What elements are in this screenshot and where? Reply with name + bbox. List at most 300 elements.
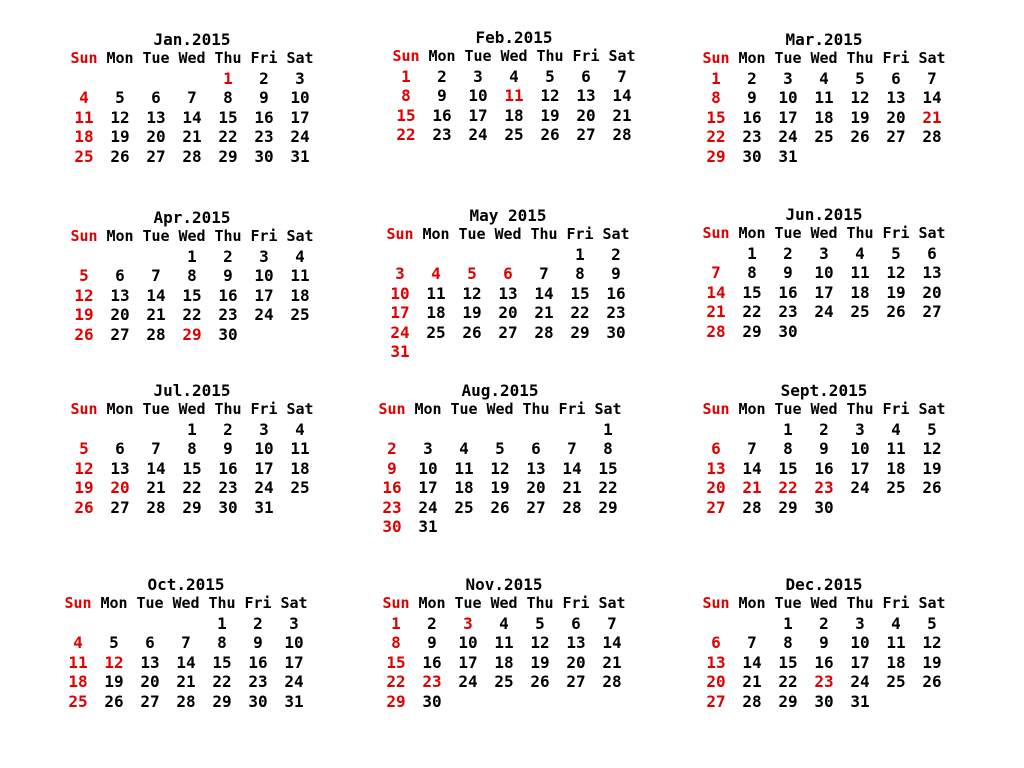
day-cell: 1: [783, 419, 793, 439]
month-title: Nov.2015: [465, 575, 543, 594]
month-title: Apr.2015: [153, 208, 231, 227]
weekday-label-thu: Thu: [522, 400, 550, 418]
weekday-header-row: [66, 400, 318, 420]
day-cell: 23: [778, 302, 798, 321]
weekday-label-mon: Mon: [418, 594, 446, 612]
day-cell: 5: [495, 439, 505, 458]
week-row: [66, 305, 318, 325]
day-cell: 12: [74, 285, 94, 305]
day-cell: 10: [850, 633, 870, 652]
week-row: [66, 247, 318, 267]
weekday-label-tue: Tue: [774, 224, 802, 242]
weekday-label-fri: Fri: [250, 227, 278, 245]
day-cell: 3: [295, 68, 305, 88]
day-cell: 1: [217, 613, 227, 633]
day-cell: 6: [151, 88, 161, 107]
day-cell: 19: [886, 282, 906, 302]
day-cell: 27: [526, 497, 546, 517]
month-title: May 2015: [469, 206, 547, 225]
day-cell: 2: [253, 613, 263, 633]
day-cell: 26: [104, 691, 124, 711]
day-cell: 24: [290, 127, 310, 146]
weekday-label-wed: Wed: [810, 594, 838, 612]
weekday-label-sun: Sun: [702, 594, 730, 612]
day-cell: 19: [922, 652, 942, 672]
day-cell: 11: [886, 633, 906, 652]
day-cell: 13: [566, 633, 586, 652]
month-calendar-april: [66, 208, 318, 344]
day-cell: 1: [747, 243, 757, 263]
day-cell: 5: [927, 613, 937, 633]
weekday-label-mon: Mon: [100, 594, 128, 612]
empty-day-cell: [878, 498, 914, 518]
day-cell: 9: [253, 633, 263, 652]
day-cell: 26: [850, 127, 870, 146]
day-cell: 26: [540, 125, 560, 144]
weekday-label-sat: Sat: [918, 400, 946, 418]
weekday-label-tue: Tue: [774, 400, 802, 418]
day-cell: 12: [922, 633, 942, 652]
day-cell: 5: [545, 66, 555, 86]
day-cell: 7: [151, 439, 161, 458]
day-cell: 5: [109, 633, 119, 652]
weekday-label-sun: Sun: [386, 225, 414, 243]
day-cell: 10: [254, 266, 274, 285]
day-cell: 9: [427, 633, 437, 652]
week-row: [66, 286, 318, 306]
day-cell: 28: [146, 324, 166, 344]
day-cell: 12: [540, 86, 560, 105]
day-cell: 3: [855, 613, 865, 633]
day-cell: 21: [706, 302, 726, 321]
day-cell: 12: [850, 88, 870, 107]
day-cell: 7: [747, 633, 757, 652]
day-cell: 9: [223, 439, 233, 458]
day-cell: 16: [248, 652, 268, 672]
week-row: [60, 692, 312, 712]
day-cell: 25: [454, 497, 474, 517]
weekday-label-tue: Tue: [454, 594, 482, 612]
empty-day-cell: [60, 614, 96, 634]
day-cell: 24: [284, 672, 304, 691]
day-cell: 24: [390, 322, 410, 342]
week-row: [382, 284, 634, 304]
day-cell: 12: [104, 652, 124, 672]
day-cell: 1: [575, 244, 585, 264]
day-cell: 13: [922, 263, 942, 282]
day-cell: 10: [814, 263, 834, 282]
day-cell: 31: [418, 517, 438, 536]
empty-day-cell: [454, 342, 490, 362]
day-cell: 13: [110, 285, 130, 305]
weekday-label-tue: Tue: [464, 47, 492, 65]
empty-day-cell: [490, 342, 526, 362]
day-cell: 19: [74, 305, 94, 324]
day-cell: 21: [922, 107, 942, 127]
day-cell: 13: [576, 86, 596, 105]
empty-day-cell: [878, 147, 914, 167]
day-cell: 29: [386, 691, 406, 711]
day-cell: 23: [432, 125, 452, 144]
weekday-header-row: [698, 224, 950, 244]
weekday-label-sun: Sun: [378, 400, 406, 418]
day-cell: 18: [74, 127, 94, 146]
day-cell: 20: [922, 282, 942, 302]
day-cell: 21: [742, 672, 762, 691]
day-cell: 24: [814, 302, 834, 321]
empty-day-cell: [282, 498, 318, 518]
day-cell: 3: [855, 419, 865, 439]
day-cell: 11: [454, 458, 474, 478]
day-cell: 7: [539, 264, 549, 283]
day-cell: 11: [504, 86, 524, 105]
day-cell: 6: [581, 66, 591, 86]
day-cell: 25: [68, 691, 88, 711]
day-cell: 16: [432, 105, 452, 125]
week-row: [60, 653, 312, 673]
week-row: [374, 459, 626, 479]
day-cell: 5: [79, 439, 89, 458]
day-cell: 10: [254, 439, 274, 458]
empty-day-cell: [482, 517, 518, 537]
week-row: [388, 67, 640, 87]
day-cell: 18: [290, 458, 310, 478]
weekday-label-fri: Fri: [882, 594, 910, 612]
empty-day-cell: [842, 322, 878, 342]
week-row: [66, 478, 318, 498]
week-row: [60, 633, 312, 653]
weekday-label-thu: Thu: [846, 49, 874, 67]
empty-day-cell: [96, 614, 132, 634]
weekday-label-sat: Sat: [608, 47, 636, 65]
weekday-label-sun: Sun: [70, 400, 98, 418]
day-cell: 4: [499, 613, 509, 633]
weekday-label-sat: Sat: [594, 400, 622, 418]
day-cell: 4: [79, 88, 89, 107]
day-cell: 24: [778, 127, 798, 146]
week-row: [374, 420, 626, 440]
day-cell: 27: [566, 672, 586, 691]
week-row: [698, 498, 950, 518]
day-cell: 27: [706, 691, 726, 711]
day-cell: 22: [182, 305, 202, 324]
day-cell: 19: [104, 672, 124, 691]
day-cell: 22: [778, 478, 798, 497]
day-cell: 3: [395, 264, 405, 283]
week-row: [66, 147, 318, 167]
week-row: [378, 692, 630, 712]
day-cell: 25: [290, 305, 310, 324]
month-calendar-june: [698, 205, 950, 341]
day-cell: 3: [783, 68, 793, 88]
day-cell: 12: [74, 458, 94, 478]
day-cell: 28: [182, 146, 202, 166]
day-cell: 27: [140, 691, 160, 711]
day-cell: 4: [819, 68, 829, 88]
day-cell: 30: [248, 691, 268, 711]
day-cell: 15: [778, 458, 798, 478]
day-cell: 25: [504, 125, 524, 144]
weekday-label-wed: Wed: [178, 49, 206, 67]
day-cell: 5: [855, 68, 865, 88]
day-cell: 9: [437, 86, 447, 105]
day-cell: 28: [922, 127, 942, 146]
day-cell: 15: [386, 652, 406, 672]
day-cell: 10: [458, 633, 478, 652]
day-cell: 17: [254, 285, 274, 305]
week-row: [66, 266, 318, 286]
day-cell: 28: [176, 691, 196, 711]
weekday-label-fri: Fri: [882, 49, 910, 67]
weekday-label-mon: Mon: [106, 400, 134, 418]
day-cell: 6: [711, 633, 721, 652]
weekday-label-fri: Fri: [244, 594, 272, 612]
day-cell: 26: [922, 672, 942, 691]
day-cell: 28: [742, 691, 762, 711]
day-cell: 24: [850, 672, 870, 691]
day-cell: 21: [534, 303, 554, 322]
day-cell: 16: [814, 458, 834, 478]
day-cell: 30: [742, 146, 762, 166]
weekday-label-thu: Thu: [846, 224, 874, 242]
day-cell: 27: [498, 322, 518, 342]
empty-day-cell: [454, 245, 490, 265]
day-cell: 25: [494, 672, 514, 691]
day-cell: 1: [783, 613, 793, 633]
day-cell: 22: [570, 303, 590, 322]
day-cell: 15: [598, 458, 618, 478]
day-cell: 30: [218, 497, 238, 517]
day-cell: 25: [426, 322, 446, 342]
day-cell: 9: [223, 266, 233, 285]
weekday-label-sat: Sat: [918, 594, 946, 612]
day-cell: 14: [922, 88, 942, 107]
day-cell: 29: [778, 691, 798, 711]
weekday-label-mon: Mon: [738, 400, 766, 418]
empty-day-cell: [806, 147, 842, 167]
day-cell: 20: [706, 672, 726, 691]
day-cell: 11: [290, 266, 310, 285]
week-row: [698, 127, 950, 147]
day-cell: 10: [390, 283, 410, 303]
week-row: [66, 88, 318, 108]
weekday-label-wed: Wed: [178, 400, 206, 418]
month-calendar-march: [698, 30, 950, 166]
day-cell: 6: [503, 264, 513, 283]
week-row: [698, 322, 950, 342]
week-row: [698, 283, 950, 303]
day-cell: 28: [612, 125, 632, 144]
week-row: [66, 108, 318, 128]
empty-day-cell: [806, 322, 842, 342]
day-cell: 10: [290, 88, 310, 107]
day-cell: 23: [742, 127, 762, 146]
day-cell: 26: [74, 497, 94, 517]
day-cell: 1: [223, 68, 233, 88]
month-calendar-july: [66, 381, 318, 517]
day-cell: 21: [146, 478, 166, 497]
weekday-label-tue: Tue: [142, 49, 170, 67]
weekday-label-thu: Thu: [214, 400, 242, 418]
day-cell: 25: [886, 478, 906, 497]
week-row: [698, 69, 950, 89]
day-cell: 4: [459, 439, 469, 458]
day-cell: 15: [778, 652, 798, 672]
day-cell: 31: [290, 146, 310, 166]
day-cell: 20: [706, 478, 726, 497]
day-cell: 20: [146, 127, 166, 146]
day-cell: 8: [747, 263, 757, 282]
day-cell: 12: [462, 283, 482, 303]
week-row: [382, 323, 634, 343]
empty-day-cell: [594, 692, 630, 712]
day-cell: 30: [218, 324, 238, 344]
day-cell: 5: [927, 419, 937, 439]
day-cell: 27: [706, 497, 726, 517]
day-cell: 10: [850, 439, 870, 458]
weekday-label-sat: Sat: [280, 594, 308, 612]
empty-day-cell: [418, 245, 454, 265]
day-cell: 1: [187, 419, 197, 439]
day-cell: 23: [218, 305, 238, 324]
day-cell: 31: [284, 691, 304, 711]
day-cell: 11: [68, 652, 88, 672]
empty-day-cell: [914, 322, 950, 342]
day-cell: 12: [490, 458, 510, 478]
day-cell: 2: [819, 613, 829, 633]
day-cell: 30: [814, 497, 834, 517]
weekday-label-tue: Tue: [774, 49, 802, 67]
day-cell: 21: [176, 672, 196, 691]
day-cell: 24: [254, 305, 274, 324]
day-cell: 2: [819, 419, 829, 439]
day-cell: 29: [570, 322, 590, 342]
weekday-label-sun: Sun: [702, 49, 730, 67]
day-cell: 8: [187, 266, 197, 285]
day-cell: 18: [850, 282, 870, 302]
day-cell: 20: [110, 478, 130, 497]
day-cell: 17: [390, 303, 410, 322]
empty-day-cell: [558, 692, 594, 712]
day-cell: 22: [212, 672, 232, 691]
day-cell: 8: [401, 86, 411, 105]
empty-day-cell: [526, 245, 562, 265]
day-cell: 16: [382, 478, 402, 497]
empty-day-cell: [282, 325, 318, 345]
day-cell: 2: [747, 68, 757, 88]
day-cell: 20: [576, 105, 596, 125]
empty-day-cell: [698, 244, 734, 264]
empty-day-cell: [138, 247, 174, 267]
weekday-label-mon: Mon: [414, 400, 442, 418]
day-cell: 5: [891, 243, 901, 263]
day-cell: 7: [711, 263, 721, 282]
day-cell: 28: [562, 497, 582, 517]
weekday-label-mon: Mon: [738, 224, 766, 242]
day-cell: 4: [891, 613, 901, 633]
day-cell: 29: [182, 497, 202, 517]
weekday-label-sun: Sun: [70, 227, 98, 245]
day-cell: 17: [850, 652, 870, 672]
month-calendar-may: [382, 206, 634, 362]
week-row: [66, 127, 318, 147]
weekday-header-row: [388, 47, 640, 67]
week-row: [698, 88, 950, 108]
weekday-label-tue: Tue: [450, 400, 478, 418]
day-cell: 8: [783, 439, 793, 458]
empty-day-cell: [246, 325, 282, 345]
month-calendar-august: [374, 381, 626, 537]
week-row: [698, 672, 950, 692]
day-cell: 12: [530, 633, 550, 652]
month-title: Jun.2015: [785, 205, 863, 224]
day-cell: 16: [422, 652, 442, 672]
day-cell: 5: [115, 88, 125, 107]
day-cell: 3: [259, 419, 269, 439]
weekday-label-thu: Thu: [208, 594, 236, 612]
day-cell: 10: [468, 86, 488, 105]
day-cell: 26: [886, 302, 906, 321]
day-cell: 15: [706, 107, 726, 127]
day-cell: 27: [110, 324, 130, 344]
day-cell: 24: [254, 478, 274, 497]
day-cell: 3: [463, 613, 473, 633]
day-cell: 21: [562, 478, 582, 497]
empty-day-cell: [554, 420, 590, 440]
day-cell: 25: [850, 302, 870, 321]
week-row: [60, 614, 312, 634]
day-cell: 22: [778, 672, 798, 691]
weekday-header-row: [66, 227, 318, 247]
month-calendar-november: [378, 575, 630, 711]
day-cell: 6: [531, 439, 541, 458]
weekday-label-sat: Sat: [602, 225, 630, 243]
day-cell: 7: [151, 266, 161, 285]
day-cell: 13: [498, 283, 518, 303]
weekday-label-wed: Wed: [178, 227, 206, 245]
weekday-label-sun: Sun: [392, 47, 420, 65]
day-cell: 14: [612, 86, 632, 105]
month-calendar-february: [388, 28, 640, 145]
day-cell: 13: [526, 458, 546, 478]
day-cell: 2: [611, 244, 621, 264]
weekday-header-row: [60, 594, 312, 614]
day-cell: 14: [742, 458, 762, 478]
day-cell: 14: [176, 652, 196, 672]
day-cell: 30: [814, 691, 834, 711]
day-cell: 10: [284, 633, 304, 652]
day-cell: 18: [494, 652, 514, 672]
weekday-label-fri: Fri: [566, 225, 594, 243]
empty-day-cell: [174, 69, 210, 89]
week-row: [382, 303, 634, 323]
day-cell: 28: [602, 672, 622, 691]
weekday-label-wed: Wed: [490, 594, 518, 612]
day-cell: 30: [254, 146, 274, 166]
day-cell: 23: [218, 478, 238, 497]
day-cell: 18: [426, 303, 446, 322]
day-cell: 27: [576, 125, 596, 144]
day-cell: 12: [110, 107, 130, 127]
day-cell: 9: [387, 458, 397, 478]
day-cell: 29: [778, 497, 798, 517]
day-cell: 17: [468, 105, 488, 125]
day-cell: 14: [706, 282, 726, 302]
day-cell: 18: [814, 107, 834, 127]
day-cell: 14: [742, 652, 762, 672]
weekday-label-fri: Fri: [882, 224, 910, 242]
weekday-label-tue: Tue: [774, 594, 802, 612]
